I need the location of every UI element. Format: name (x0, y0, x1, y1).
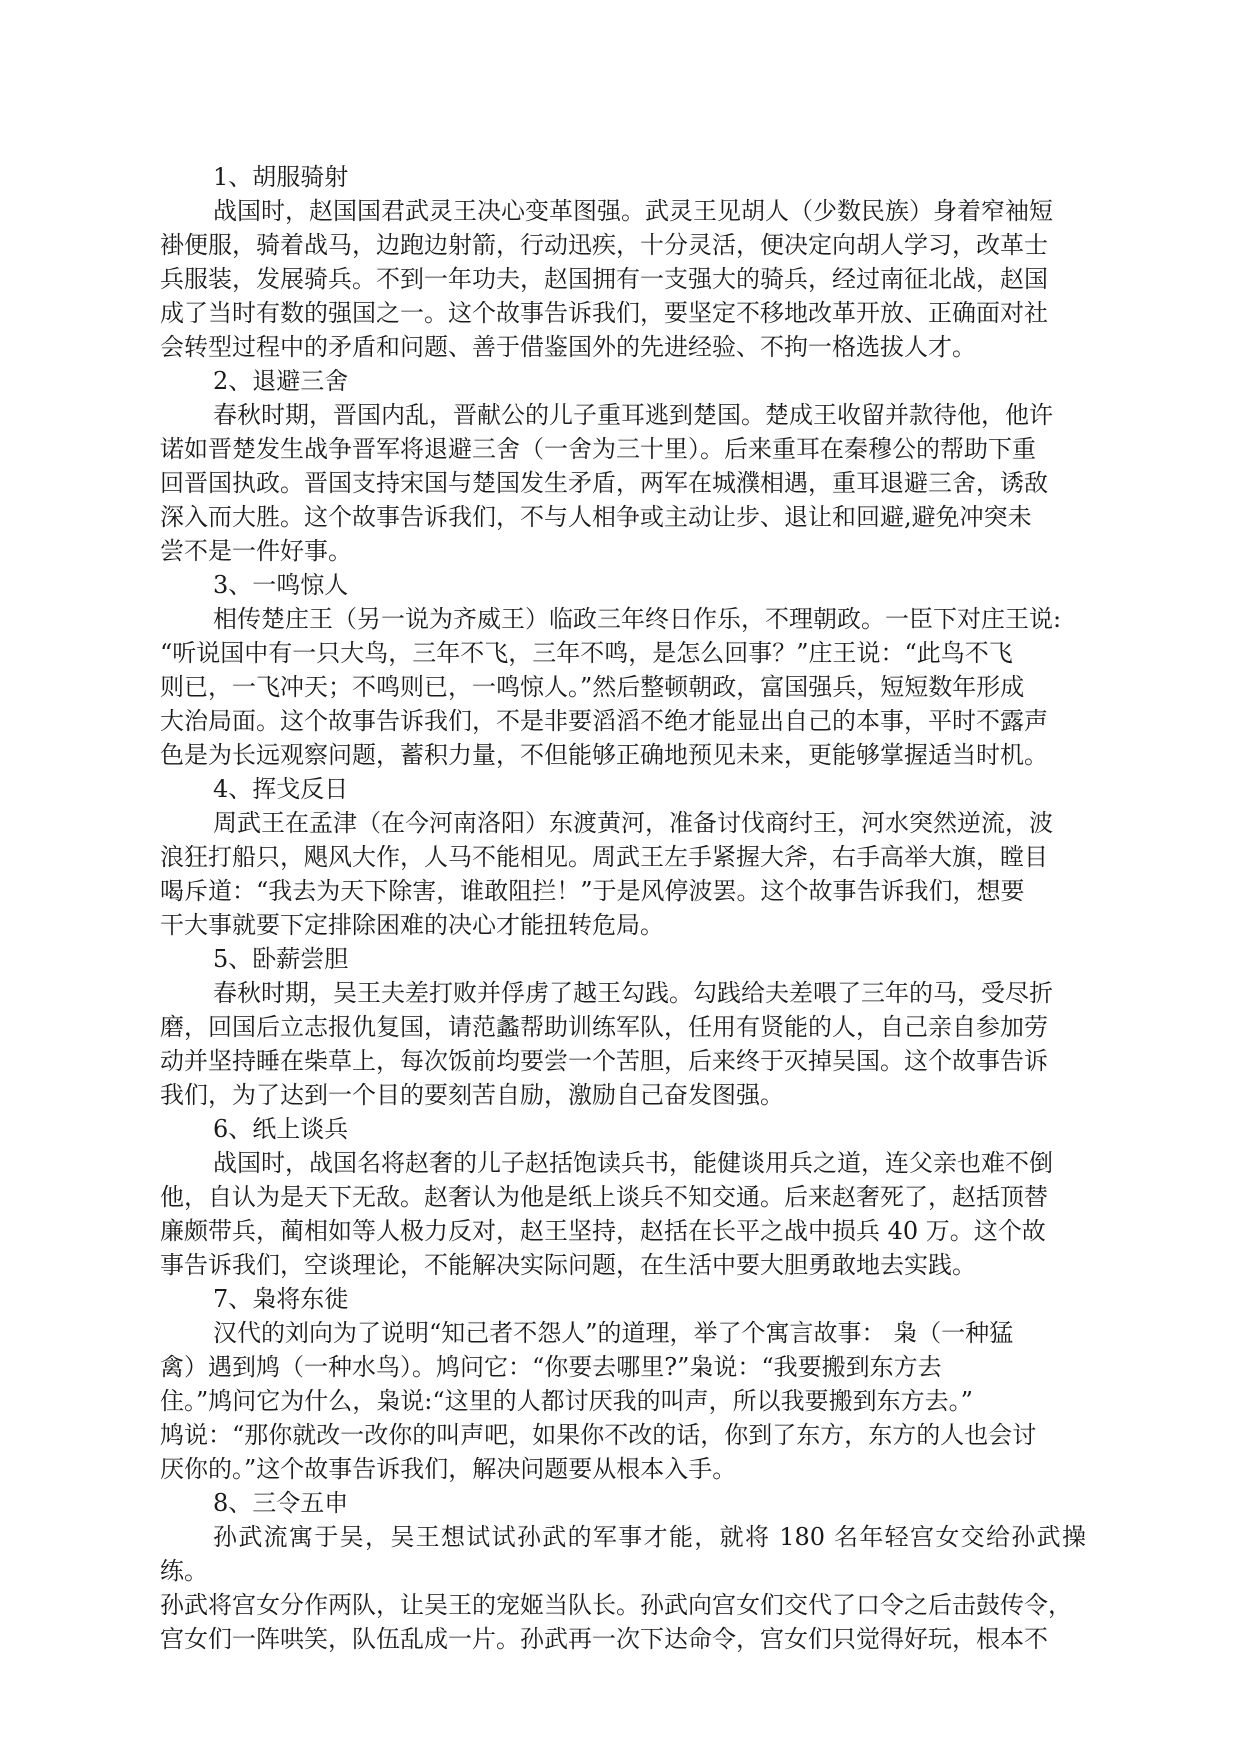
section-body (160, 1316, 1086, 1486)
body-line: 则已，一飞冲天；不鸣则已，一鸣惊人。”然后整顿朝政，富国强兵，短短数年形成 (160, 673, 1025, 701)
body-line: 禽）遇到鸠（一种水鸟）。鸠问它：“你要去哪里?”枭说：“我要搬到东方去 (160, 1353, 942, 1381)
section-title: 1、胡服骑射 (213, 163, 349, 191)
body-line: 孙武将宫女分作两队，让吴王的宠姬当队长。孙武向宫女们交代了口令之后击鼓传令， (160, 1591, 1072, 1619)
body-line: 宫女们一阵哄笑，队伍乱成一片。孙武再一次下达命令，宫女们只觉得好玩，根本不 (160, 1625, 1048, 1653)
body-line: 深入而大胜。这个故事告诉我们，不与人相争或主动让步、退让和回避,避免冲突未 (160, 503, 1032, 531)
section-body (160, 806, 1086, 942)
body-line: 干大事就要下定排除困难的决心才能扭转危局。 (160, 911, 664, 939)
body-line: 春秋时期，吴王夫差打败并俘虏了越王勾践。勾践给夫差喂了三年的马，受尽折 (213, 979, 1053, 1007)
section-title: 3、一鸣惊人 (213, 571, 349, 599)
section-body (160, 398, 1086, 568)
body-line: 鸠说：“那你就改一改你的叫声吧，如果你不改的话，你到了东方，东方的人也会讨 (160, 1421, 1037, 1449)
body-line: 事告诉我们，空谈理论，不能解决实际问题，在生活中要大胆勇敢地去实践。 (160, 1251, 976, 1279)
section-body (160, 1520, 1086, 1656)
body-line: 住。”鸠问它为什么，枭说:“这里的人都讨厌我的叫声，所以我要搬到东方去。” (160, 1387, 973, 1415)
body-line: 动并坚持睡在柴草上，每次饭前均要尝一个苦胆，后来终于灭掉吴国。这个故事告诉 (160, 1047, 1048, 1075)
body-line: 会转型过程中的矛盾和问题、善于借鉴国外的先进经验、不拘一格选拔人才。 (160, 333, 976, 361)
body-line: 廉颇带兵，蔺相如等人极力反对，赵王坚持，赵括在长平之战中损兵 40 万。这个故 (160, 1217, 1046, 1245)
body-line: 战国时，战国名将赵奢的儿子赵括饱读兵书，能健谈用兵之道，连父亲也难不倒 (213, 1149, 1053, 1177)
body-line: 相传楚庄王（另一说为齐威王）临政三年终日作乐，不理朝政。一臣下对庄王说: (213, 605, 1062, 633)
body-line: 色是为长远观察问题，蓄积力量，不但能够正确地预见未来，更能够掌握适当时机。 (160, 741, 1048, 769)
section-title: 8、三令五申 (213, 1489, 349, 1517)
section-title: 5、卧薪尝胆 (213, 945, 349, 973)
section-title: 2、退避三舍 (213, 367, 349, 395)
section-body (160, 194, 1086, 364)
body-line: 厌你的。”这个故事告诉我们，解决问题要从根本入手。 (160, 1455, 737, 1483)
body-line: 他，自认为是天下无敌。赵奢认为他是纸上谈兵不知交通。后来赵奢死了，赵括顶替 (160, 1183, 1048, 1211)
body-line: 磨，回国后立志报仇复国，请范蠡帮助训练军队，任用有贤能的人，自己亲自参加劳 (160, 1013, 1048, 1041)
body-line: “听说国中有一只大鸟，三年不飞，三年不鸣，是怎么回事？”庄王说：“此鸟不飞 (160, 639, 1013, 667)
body-line: 我们，为了达到一个目的要刻苦自励，激励自己奋发图强。 (160, 1081, 784, 1109)
body-line: 兵服装，发展骑兵。不到一年功夫，赵国拥有一支强大的骑兵，经过南征北战，赵国 (160, 265, 1048, 293)
body-line: 尝不是一件好事。 (160, 537, 352, 565)
body-line: 浪狂打船只，飓风大作，人马不能相见。周武王左手紧握大斧，右手高举大旗，瞠目 (160, 843, 1048, 871)
body-line: 战国时，赵国国君武灵王决心变革图强。武灵王见胡人（少数民族）身着窄袖短 (213, 197, 1053, 225)
body-line: 孙武流寓于吴，吴王想试试孙武的军事才能，就将 180 名年轻宫女交给孙武操练。 (160, 1523, 1086, 1585)
body-line: 褂便服，骑着战马，边跑边射箭，行动迅疾，十分灵活，便决定向胡人学习，改革士 (160, 231, 1048, 259)
body-line: 回晋国执政。晋国支持宋国与楚国发生矛盾，两军在城濮相遇，重耳退避三舍，诱敌 (160, 469, 1048, 497)
section-title: 4、挥戈反日 (213, 775, 349, 803)
body-line: 春秋时期，晋国内乱，晋献公的儿子重耳逃到楚国。楚成王收留并款待他，他许 (213, 401, 1053, 429)
section-title: 7、枭将东徙 (213, 1285, 349, 1313)
body-line: 大治局面。这个故事告诉我们，不是非要滔滔不绝才能显出自己的本事，平时不露声 (160, 707, 1048, 735)
section-body (160, 602, 1086, 772)
document-page (160, 160, 1086, 1656)
body-line: 周武王在孟津（在今河南洛阳）东渡黄河，准备讨伐商纣王，河水突然逆流，波 (213, 809, 1053, 837)
body-line: 诺如晋楚发生战争晋军将退避三舍（一舍为三十里）。后来重耳在秦穆公的帮助下重 (160, 435, 1036, 463)
section-title: 6、纸上谈兵 (213, 1115, 349, 1143)
section-body (160, 976, 1086, 1112)
body-line: 汉代的刘向为了说明“知己者不怨人”的道理，举了个寓言故事： 枭（一种猛 (213, 1319, 1014, 1347)
body-line: 喝斥道：“我去为天下除害，谁敢阻拦！”于是风停波罢。这个故事告诉我们，想要 (160, 877, 1025, 905)
body-line: 成了当时有数的强国之一。这个故事告诉我们，要坚定不移地改革开放、正确面对社 (160, 299, 1048, 327)
section-body (160, 1146, 1086, 1282)
